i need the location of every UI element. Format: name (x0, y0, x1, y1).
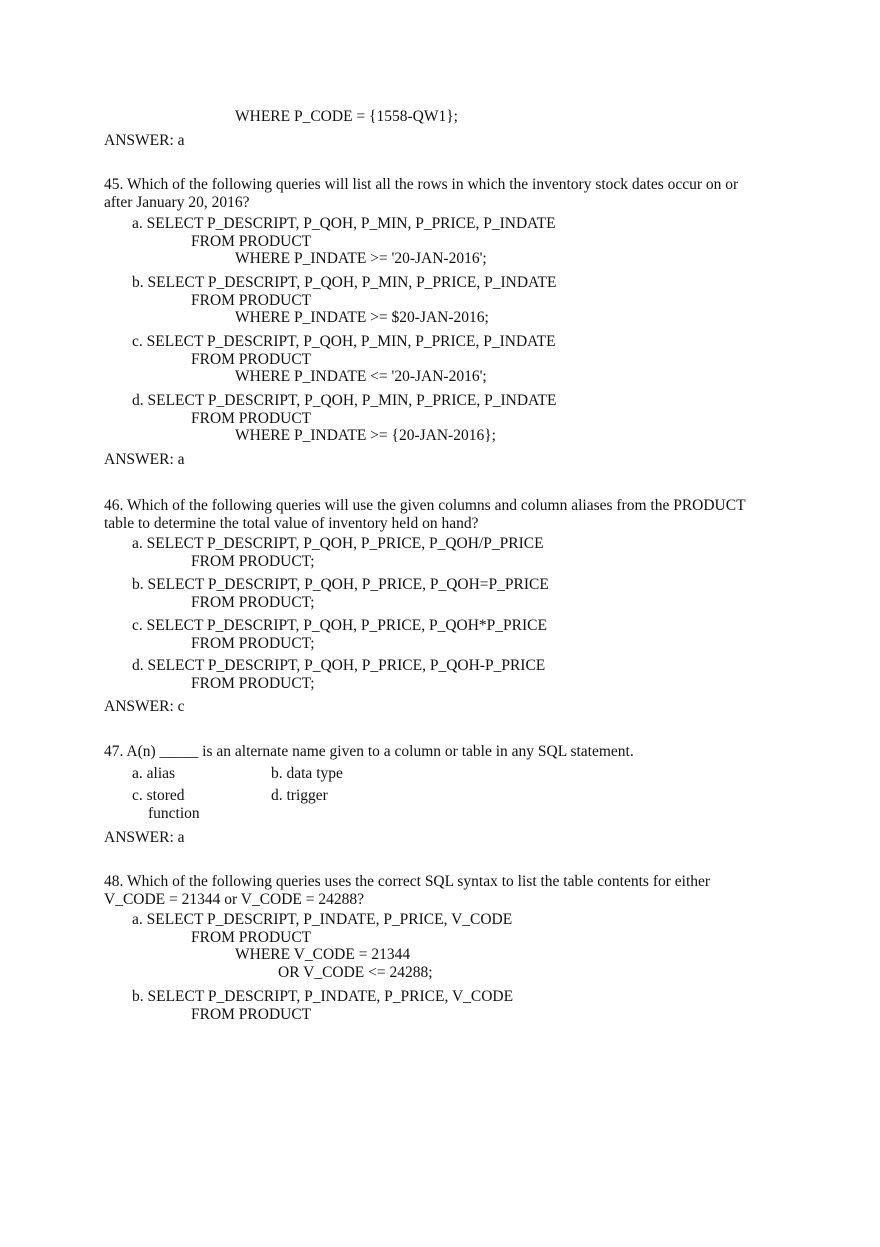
q46-option-c-select: c. SELECT P_DESCRIPT, P_QOH, P_PRICE, P_QOH*P_PRICE (132, 617, 547, 634)
q47-option-b: b. data type (271, 765, 343, 782)
q45-option-c-from: FROM PRODUCT (191, 351, 312, 368)
q47-question: 47. A(n) _____ is an alternate name given to a column or table in any SQL statement. (104, 743, 634, 760)
q47-option-d: d. trigger (271, 787, 328, 804)
q47-option-a: a. alias (132, 765, 176, 782)
q48-option-b-select: b. SELECT P_DESCRIPT, P_INDATE, P_PRICE, V_CODE (132, 988, 514, 1005)
q46-option-a-select: a. SELECT P_DESCRIPT, P_QOH, P_PRICE, P_QOH/P_PRICE (132, 535, 544, 552)
q45-option-d-where: WHERE P_INDATE >= {20-JAN-2016}; (235, 427, 496, 444)
q45-option-b-where: WHERE P_INDATE >= $20-JAN-2016; (235, 309, 489, 326)
q48-option-a-select: a. SELECT P_DESCRIPT, P_INDATE, P_PRICE, V_CODE (132, 911, 513, 928)
q45-option-b-from: FROM PRODUCT (191, 292, 312, 309)
q47-option-c: c. stored (132, 787, 185, 804)
q46-option-a-from: FROM PRODUCT; (191, 553, 315, 570)
q48-option-a-or: OR V_CODE <= 24288; (278, 964, 433, 981)
q48-option-a-from: FROM PRODUCT (191, 929, 312, 946)
q44-where-clause: WHERE P_CODE = {1558-QW1}; (235, 108, 458, 125)
q45-option-c-where: WHERE P_INDATE <= '20-JAN-2016'; (235, 368, 487, 385)
q44-answer: ANSWER: a (104, 132, 185, 149)
q45-option-c-select: c. SELECT P_DESCRIPT, P_QOH, P_MIN, P_PRICE, P_INDATE (132, 333, 556, 350)
q46-question: 46. Which of the following queries will use the given columns and column aliases from the PRODUCT table to determine the total value of inventory held on hand? (104, 497, 746, 532)
q45-question: 45. Which of the following queries will list all the rows in which the inventory stock dates occur on or after January 20, 2016? (104, 176, 739, 211)
q45-option-d-select: d. SELECT P_DESCRIPT, P_QOH, P_MIN, P_PRICE, P_INDATE (132, 392, 557, 409)
q45-answer: ANSWER: a (104, 451, 185, 468)
q46-option-d-select: d. SELECT P_DESCRIPT, P_QOH, P_PRICE, P_QOH-P_PRICE (132, 657, 546, 674)
q45-option-b-select: b. SELECT P_DESCRIPT, P_QOH, P_MIN, P_PRICE, P_INDATE (132, 274, 557, 291)
q46-option-b-select: b. SELECT P_DESCRIPT, P_QOH, P_PRICE, P_QOH=P_PRICE (132, 576, 549, 593)
q48-option-a-where: WHERE V_CODE = 21344 (235, 946, 411, 963)
q47-option-c-continued: function (148, 805, 200, 822)
q45-option-d-from: FROM PRODUCT (191, 410, 312, 427)
q48-option-b-from: FROM PRODUCT (191, 1006, 312, 1023)
q45-option-a-select: a. SELECT P_DESCRIPT, P_QOH, P_MIN, P_PRICE, P_INDATE (132, 215, 556, 232)
q46-option-c-from: FROM PRODUCT; (191, 635, 315, 652)
q45-option-a-from: FROM PRODUCT (191, 233, 312, 250)
q47-answer: ANSWER: a (104, 829, 185, 846)
q48-question: 48. Which of the following queries uses the correct SQL syntax to list the table contents for either V_CODE = 21344 or V_CODE = 24288? (104, 873, 711, 908)
q46-option-d-from: FROM PRODUCT; (191, 675, 315, 692)
q46-answer: ANSWER: c (104, 698, 185, 715)
q46-option-b-from: FROM PRODUCT; (191, 594, 315, 611)
q45-option-a-where: WHERE P_INDATE >= '20-JAN-2016'; (235, 250, 487, 267)
